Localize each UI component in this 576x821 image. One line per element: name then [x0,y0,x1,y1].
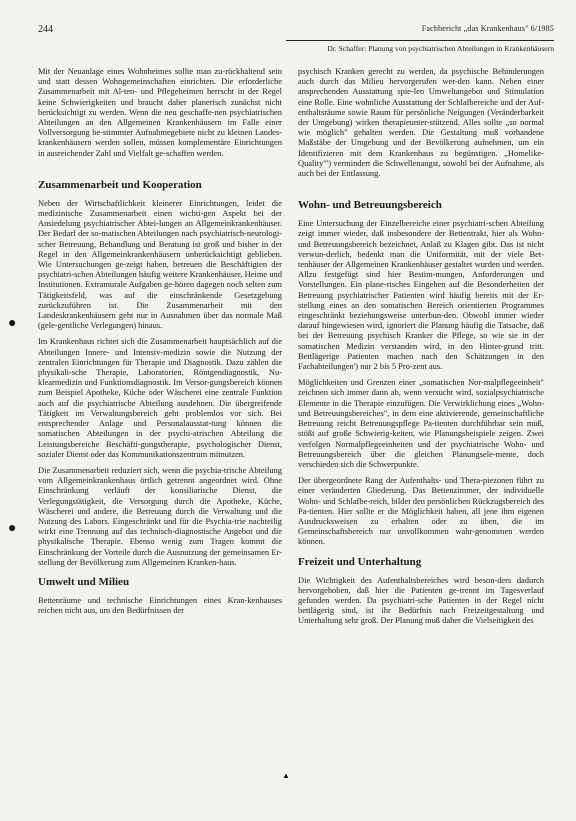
paragraph: Der übergeordnete Rang der Aufenthalts- und Thera-piezonen führt zu einer veränderten Gliederung. Das Bettenzimmer, der individuelle Wohn- und Schlafbe-reich, bildet den persönlichen Rückzugsbereich des Pa-tienten. Hier sollte er die Möglichkeit haben, all jene ihm eigenen Ausdrucksweisen zu erhalten oder zu üben, die im Gemeinschaftsbereich nur unvollkommen wahr-genommen werden können. [298,475,544,547]
header-rule [286,40,554,41]
paragraph: Mit der Neuanlage eines Wohnheimes sollte man zu-rückhaltend sein und statt dessen Wohngemeinschaften einrichten. Die erforderliche Zusammenarbeit mit Al-ten- und Pflegeheimen herrscht in der Regel keine Schwierigkeiten und braucht daher planerisch zunächst nicht berücksichtigt zu werden. Wenn die neu geschaffe-nen psychiatrischen Abteilungen an den Allgemeinen Krankenhäusern im Falle einer Vollversorgung be-stimmter Aufnahmegebiete nicht zu kleinen Landes-krankenhäusern werden sollen, müssen komplementäre Einrichtungen in ausreichender Zahl und Vielfalt ge-schaffen werden. [38,66,282,158]
paragraph: Die Wichtigkeit des Aufenthaltsbereiches wird beson-ders dadurch hervorgehoben, daß hier die Patienten ge-trennt im Tagesverlauf gefunden werden. Da psychiatri-sche Patienten in der Regel nicht bettlägerig sind, ist ihr Bedürfnis nach Freizeitgestaltung und Unterhaltung sehr groß. Der Planung muß daher die Vielseitigkeit des [298,574,544,626]
section-heading: Wohn- und Betreuungsbereich [298,199,442,212]
page-mark: ▲ [282,771,290,780]
section-heading: Zusammenarbeit und Kooperation [38,178,202,191]
left-column [38,66,282,621]
paragraph: Möglichkeiten und Grenzen einer „somatischen Nor-malpflegeeinheit" zeichnen sich immer dann ab, wenn versucht wird, sozialpsychiatrische Elemente in die Therapie einzufügen. Die Verwirklichung eines „Wohn- und Betreuungsbereiches", in dem eine aktivierende, gemeinschaftliche Betreuung reicht Betreuungspflege Pa-tienten durchführbar sein muß, stößt auf große Schwierig-keiten, wie Planungsbeispiele zeigen. Zwei verfolgen Normalpflegeeinheiten und der psychiatrische Wohn- und Betreuungsbereich über die gleichen Planungsele-mente, doch verschieden sich die Schwerpunkte. [298,377,544,469]
paragraph: Eine Untersuchung der Einzelbereiche einer psychiatri-schen Abteilung zeigt immer wieder, daß insbesondere der Bettentrakt, hier als Wohn- und Betreuungsbereich bezeichnet, Anlaß zu Klagen gibt. Das ist nicht verwun-derlich, bedenkt man die Uniformität, mit der viele Bet-tenhäuser der Allgemeinen Krankenhäuser gestaltet wurden und werden. Allzu festgefügt sind hier Bestim-mungen, Anforderungen und Vorstellungen. Ein plane-risches Eingehen auf die Besonderheiten der Betreuung psychiatrischer Patienten wird häufig bereits mit der Er-stellung eines an den somatischen Bereich orientierten Programmes eingeschränkt beziehungsweise unterbun-den. Obwohl immer wieder darauf hingewiesen wird, ignoriert die Planung häufig die Tatsache, daß bei der Betreuung psychisch Kranker die Pflege, so wie sie in der somatischen Medizin verstanden wird, in den Hinter-grund tritt. Bettlägerige Patienten machen nach den Schätzungen in den Fachabteilungen') nur 2 bis 5 Pro-zent aus. [298,218,544,372]
paragraph: Im Krankenhaus richtet sich die Zusammenarbeit hauptsächlich auf die Abteilungen Innere- und Intensiv-medizin sowie die Nutzung der zentralen Einrichtungen für Therapie und Diagnostik. Dazu zählen die physikali-sche Therapie, Laboratorien, Röntgendiagnostik, Nu-klearmedizin und Funktionsdiagnostik. Im Versor-gungsbereich können zum Beispiel Apotheke, Küche oder Wäscherei eine zentrale Funktion auch auf die psychiatrische Abteilung ausdehnen. Die übergreifende Tätigkeit im Verwaltungsbereich geht problemlos vor sich. Bei entsprechender Anlage und Personalausstat-tung können die somatischen Abteilungen in der psychi-atrischen Abteilung die Leistungsbereiche Beschäfti-gungstherapie, psychologischer Dienst, sozialer Dienst oder das Kommunikationszentrum mitnutzen. [38,336,282,459]
punch-hole-mark: ● [8,316,17,331]
punch-hole-mark: ● [8,521,17,536]
paragraph: Neben der Wirtschaftlichkeit kleinerer Einrichtungen, leidet die medizinische Zusammenarbeit einen wichti-gen Aspekt bei der Ansiedelung psychiatrischer Abtei-lungen an Allgemeinkrankenhäuser. Der Bedarf der so-matischen Abteilungen nach psychiatrisch-neurologi-scher Betreuung, Behandlung und Beratung ist groß und bisher in der Regel in den Allgemeinkrankenhäusern unberücksichtigt geblieben. Wie Untersuchungen ge-zeigt haben, betreuen die Beschäftigten der psychiatri-schen Abteilungen häufig weitere Krankenhäuser, Heime und Institutionen. Extramurale Aufgaben ge-hören dagegen noch selten zum Tätigkeitsfeld, was auf die einschränkende Gesetzgebung zurückzuführen ist. Die Zusammenarbeit mit den Landeskrankenhäusern geht nur in Ausnahmen über das normale Maß (gele-gentliche Verlegungen) hinaus. [38,197,282,331]
page-number: 244 [38,24,53,35]
section-heading: Umwelt und Milieu [38,575,130,588]
section-heading: Freizeit und Unterhaltung [298,555,422,568]
running-head-article: Dr. Schaffer: Planung von psychiatrischen Abteilungen in Krankenhäusern [327,44,554,53]
running-head-journal: Fachbericht „das Krankenhaus" 6/1985 [421,24,554,33]
paragraph: Die Zusammenarbeit reduziert sich, wenn die psychia-trische Abteilung vom Allgemeinkrankenhaus örtlich getrennt angeordnet wird. Ohne Einschränkung verläuft der konsiliarische Dienst, die Verlegungstätigkeit, die Versorgung durch die Apotheke, Küche, Wäscherei und andere, die Betreuung durch die Verwaltung und die Nutzung des Labors. Eingeschränkt und für die Psychia-trie nachteilig wirkt eine Trennung auf das technisch-diagnostische Angebot und die physikalische Therapie. Ebenso wenig zum Tragen kommt die Einschränkung der Vorteile durch die Ausnutzung der gemeinsamen Er-stellung der Bevölkerung zum Allgemeinen Kranken-haus. [38,464,282,567]
paragraph: psychisch Kranken gerecht zu werden, da psychische Behinderungen auch durch das Milieu hervorgerufen wer-den kann. Neben einer ansprechenden Ausstattung spie-len Umweltangebot und Stimulation eine Rolle. Eine wohnliche Ausstattung der Schlafbereiche und der Auf-enthaltsräume sowie Raum für persönliche Neigungen (Veränderbarkeit der Umgebung) wirken therapieunter-stützend. Alles sollte „so normal wie möglich" gehalten werden. Die Gestaltung muß vorhandene Maßstäbe der Umgebung und der Bevölkerung aufnehmen, um ein Identifizieren mit dem Krankenhaus zu begünstigen. „Homelike-Quality"') vermindert die Schwellenangst, sowohl bei der Aufnahme, als auch bei der Entlassung. [298,66,544,179]
right-column [298,66,544,632]
paragraph: Bettenräume und technische Einrichtungen eines Kran-kenhauses reichen nicht aus, um den Bedürfnissen der [38,594,282,616]
